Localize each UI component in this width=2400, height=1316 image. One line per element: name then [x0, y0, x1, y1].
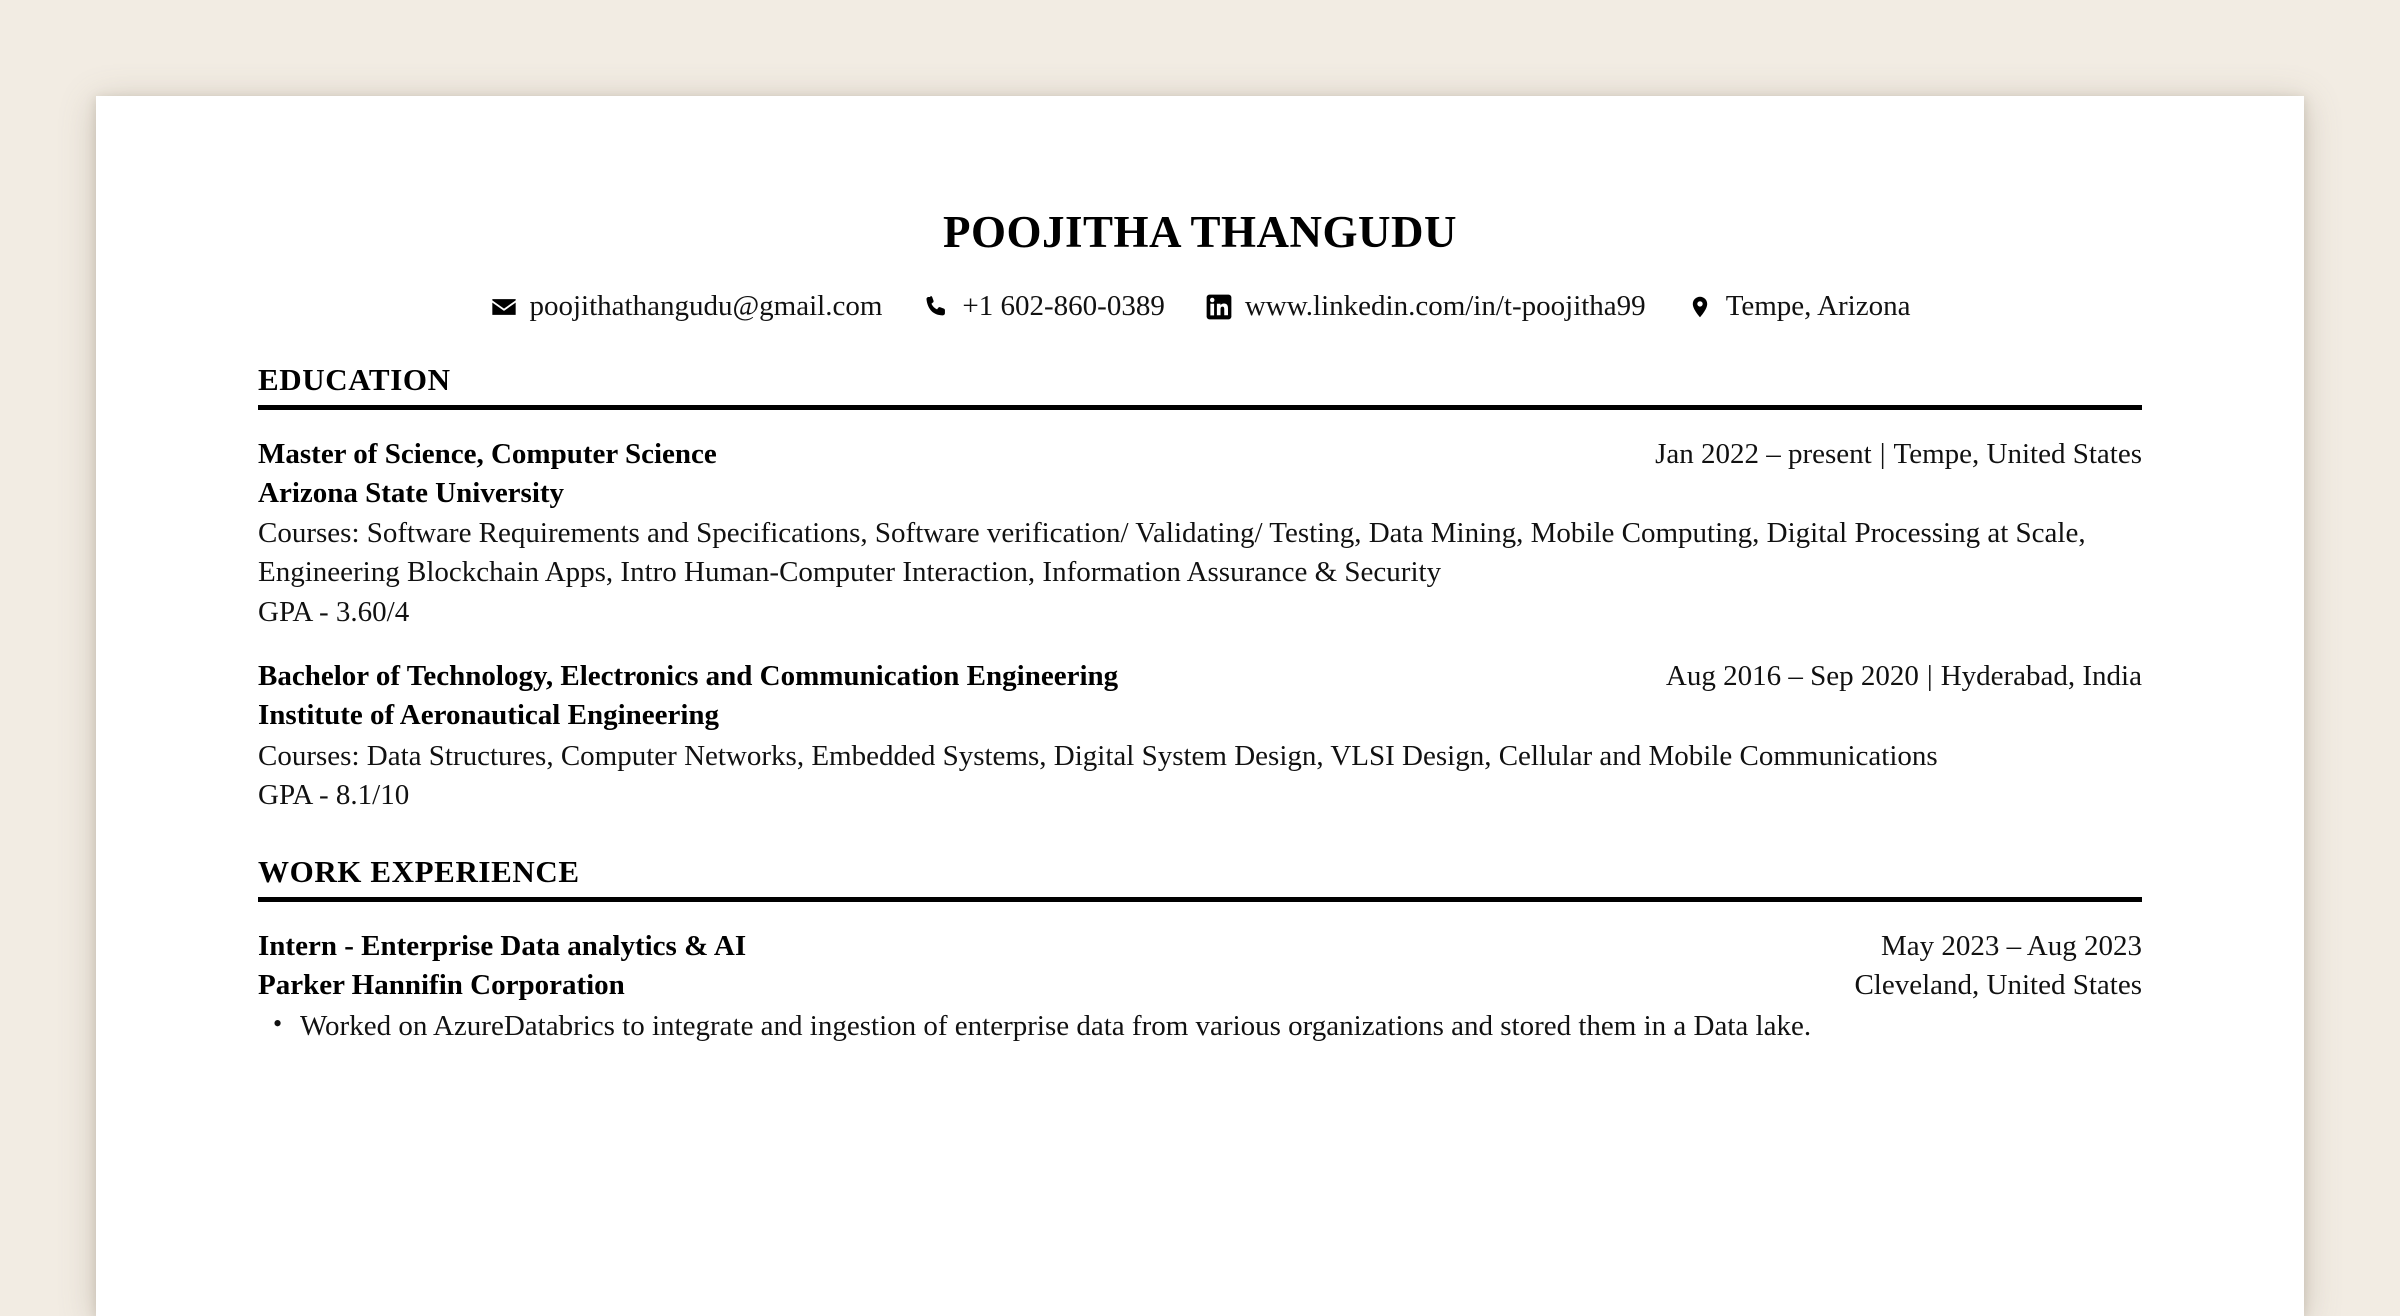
job-bullet-list — [258, 1007, 2142, 1046]
contact-location[interactable] — [1686, 290, 1911, 323]
section-divider — [258, 405, 2142, 410]
institution-name: Institute of Aeronautical Engineering — [258, 699, 720, 732]
contact-row — [258, 290, 2142, 323]
list-item: • Worked on AzureDatabrics to integrate and ingestion of enterprise data from various organizations and stored them in a Data lake. — [298, 1007, 2142, 1046]
entry-left — [258, 435, 1625, 513]
entry-meta — [1854, 927, 2142, 1005]
entry-header — [258, 657, 2142, 735]
work-entry — [258, 927, 2142, 1047]
gpa-text: GPA - 3.60/4 — [258, 595, 410, 628]
entry-dates: Jan 2022 – present — [1655, 437, 1872, 470]
section-work-experience — [258, 855, 2142, 1046]
entry-left — [258, 657, 1636, 735]
location-pin-icon — [1686, 293, 1714, 321]
entry-separator: | — [1879, 437, 1886, 470]
page-title: POOJITHA THANGUDU — [943, 207, 1457, 257]
section-education — [258, 363, 2142, 815]
entry-dates: May 2023 – Aug 2023 — [1881, 930, 2142, 963]
contact-phone[interactable] — [922, 290, 1164, 323]
section-title: WORK EXPERIENCE — [258, 854, 580, 890]
section-divider — [258, 897, 2142, 902]
linkedin-icon — [1205, 293, 1233, 321]
education-entry — [258, 435, 2142, 633]
contact-location-label: Tempe, Arizona — [1725, 290, 1911, 322]
entry-meta — [1666, 657, 2142, 696]
entry-header — [258, 927, 2142, 1005]
contact-linkedin[interactable] — [1205, 290, 1646, 323]
resume-page — [96, 96, 2304, 1316]
degree-title: Bachelor of Technology, Electronics and Communication Engineering — [258, 660, 1119, 693]
contact-phone-label: +1 602-860-0389 — [962, 290, 1165, 322]
contact-linkedin-label: www.linkedin.com/in/t-poojitha99 — [1244, 290, 1646, 322]
courses-text: Courses: Software Requirements and Specifications, Software verification/ Validating/ Testing, Data Mining, Mobile Computing, Digital Processing at Scale, Engineering Blockchain Apps, Intro Human-Computer Interaction, Information Assurance & Security — [258, 517, 2086, 589]
phone-icon — [922, 293, 950, 321]
entry-location: Cleveland, United States — [1854, 969, 2142, 1002]
degree-title: Master of Science, Computer Science — [258, 437, 717, 470]
entry-location: Hyderabad, India — [1940, 660, 2142, 693]
contact-email-label: poojithathangudu@gmail.com — [529, 290, 883, 322]
entry-left — [258, 927, 1824, 1005]
gpa-text: GPA - 8.1/10 — [258, 779, 410, 812]
entry-separator: | — [1926, 660, 1933, 693]
company-name: Parker Hannifin Corporation — [258, 969, 625, 1002]
entry-meta — [1655, 435, 2142, 474]
job-title: Intern - Enterprise Data analytics & AI — [258, 930, 747, 963]
entry-dates: Aug 2016 – Sep 2020 — [1665, 660, 1919, 693]
section-title: EDUCATION — [258, 362, 451, 397]
entry-location: Tempe, United States — [1893, 437, 2142, 470]
entry-header — [258, 435, 2142, 513]
education-entry — [258, 657, 2142, 815]
resume-content — [258, 96, 2142, 1047]
contact-email[interactable] — [490, 290, 883, 323]
institution-name: Arizona State University — [258, 476, 565, 509]
courses-text: Courses: Data Structures, Computer Networks, Embedded Systems, Digital System Design, VLSI Design, Cellular and Mobile Communications — [258, 739, 1938, 772]
envelope-icon — [490, 293, 518, 321]
